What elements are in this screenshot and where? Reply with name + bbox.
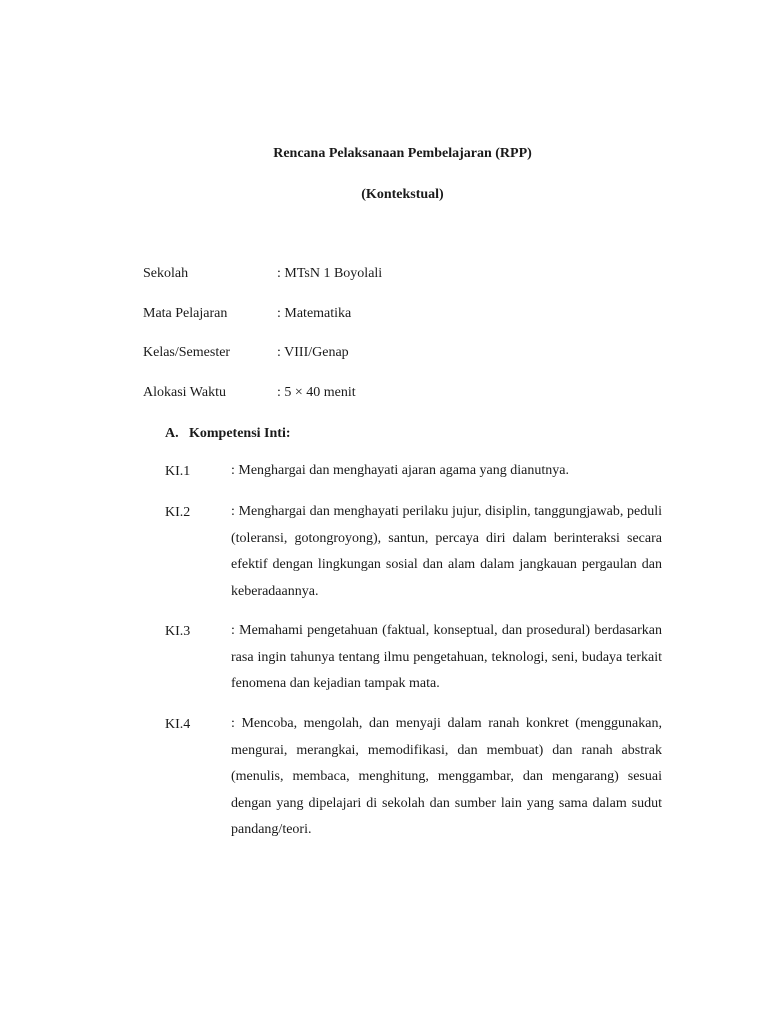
ki-text: : Memahami pengetahuan (faktual, konseptual, dan prosedural) berdasarkan rasa ingin tahunya tentang ilmu pengetahuan, teknologi, seni, budaya terkait fenomena dan kejadian tampak mata. xyxy=(231,623,662,691)
ki-code: KI.3 xyxy=(165,624,191,639)
info-row-kelas-semester xyxy=(143,345,643,365)
info-label: Kelas/Semester xyxy=(143,345,231,360)
ki-code: KI.4 xyxy=(165,717,191,732)
document-title: Rencana Pelaksanaan Pembelajaran (RPP) xyxy=(273,146,532,161)
info-value: : Matematika xyxy=(277,306,352,321)
info-label: Mata Pelajaran xyxy=(143,306,228,321)
info-value: : 5 × 40 menit xyxy=(277,385,356,400)
ki-text: : Menghargai dan menghayati perilaku jujur, disiplin, tanggungjawab, peduli (toleransi, gotongroyong), santun, percaya diri dalam berinteraksi secara efektif dengan lingkungan sosial dan alam dalam jangkauan pergaulan dan keberadaannya. xyxy=(231,504,662,599)
info-row-alokasi-waktu xyxy=(143,385,643,405)
section-letter: A. xyxy=(165,426,179,441)
section-heading-kompetensi-inti xyxy=(165,426,291,442)
ki-text: : Mencoba, mengolah, dan menyaji dalam ranah konkret (menggunakan, mengurai, merangkai, memodifikasi, dan membuat) dan ranah abstrak (menulis, membaca, menghitung, menggambar, dan mengarang) sesuai dengan yang dipelajari di sekolah dan sumber lain yang sama dalam sudut pandang/teori. xyxy=(231,716,662,837)
ki-code: KI.1 xyxy=(165,464,191,479)
info-value: : MTsN 1 Boyolali xyxy=(277,266,383,281)
info-row-mata-pelajaran xyxy=(143,306,643,326)
info-label: Sekolah xyxy=(143,266,189,281)
ki-code: KI.2 xyxy=(165,505,191,520)
info-row-sekolah xyxy=(143,266,643,286)
info-label: Alokasi Waktu xyxy=(143,385,226,400)
document-subtitle: (Kontekstual) xyxy=(361,187,444,202)
section-heading-text: Kompetensi Inti: xyxy=(189,426,291,441)
info-value: : VIII/Genap xyxy=(277,345,349,360)
ki-text: : Menghargai dan menghayati ajaran agama yang dianutnya. xyxy=(231,463,569,478)
